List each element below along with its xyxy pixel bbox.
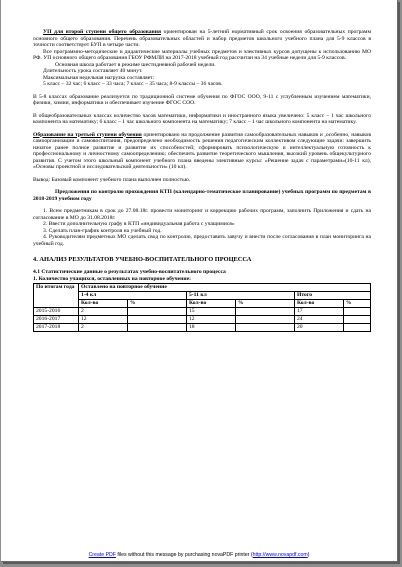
paragraph-load-hours: 5 класс – 32 час; 6 класс – 33 часа; 7 класс – 35 часа; 8-9 классы – 36 часов. (43, 81, 223, 87)
list-item: 4. Руководителям предметных МО сделать свод по контролю, предоставить завучу и внести после согласования в план мониторинга на учебный год. (33, 234, 371, 247)
table-cell: 2 (79, 308, 128, 316)
table-cell (236, 308, 295, 316)
list-item: 3. Сделать план-график контроля на учебный год. (43, 227, 162, 234)
table-header-cell: % (128, 300, 187, 308)
novapdf-url-link[interactable]: http://www.novapdf.com (252, 552, 308, 558)
paragraph-text: ориентирован на 5-летний нормативный срок освоения образовательных программ основного общего образования. Перечень образовательных областей и набор предметов школьного учебного плана для 5-9 классов в точности соответствует БУП в четыре части. (33, 29, 371, 48)
repeat-training-table (33, 283, 371, 332)
table-caption: 1. Количество учащихся, оставленных на повторное обучение: (33, 275, 191, 282)
paragraph-extra-hours: В общеобразовательных классах количество часов математики, информатики и иностранного языка увеличено: 5 класс – 1 час школьного компонента на математику; 6 класс – 1 час школьного компонента на математику; 7 класс – 1 час школьного компонента на математику. (33, 112, 371, 125)
table-row (34, 316, 371, 324)
table-cell: 20 (295, 324, 344, 332)
paragraph-max-load: Максимальная недельная нагрузка составляет: (43, 74, 155, 81)
paragraph-second-stage (33, 29, 371, 49)
paragraph-third-stage (33, 132, 371, 171)
paragraph-programs: Все программно-методические и дидактические материалы учебных предметов и элективных курсов допущены к использованию МО РФ. УП основного общего образования ГБОУ РФМЛИ на 2017-2018 учебный год рассчитан на 34 учебные недели для 5-9 классов. (33, 48, 371, 61)
table-header-cell: Кол-во (187, 300, 236, 308)
table-cell (344, 324, 371, 332)
table-cell: 2016-2017 (34, 316, 79, 324)
heading-second-stage: УП для второй ступени общего образования (43, 29, 161, 35)
table-row (34, 324, 371, 332)
list-item: 2. Ввести дополнительную графу в КТП «индивидуальная работа с учащимися» (43, 221, 235, 227)
table-header-cell: % (344, 300, 371, 308)
table-cell: 17 (295, 308, 344, 316)
pdf-page (1, 0, 398, 562)
paragraph-conclusion: Вывод: Базовый компонент учебного плана выполнен полностью. (33, 176, 191, 183)
list-item: 1. Всем предметникам в срок до 27.08.18г. провести мониторинг и коррекцию рабочих программ, заполнить Приложения и сдать на согласование в МО до 31.08.2018г. (33, 208, 371, 221)
table-header-row (34, 284, 371, 292)
table-cell: 2 (79, 324, 128, 332)
table-cell (128, 308, 187, 316)
paragraph-six-day-week: Основная школа работает в режиме шестидневной рабочей недели. (55, 61, 216, 68)
table-header-cell: Кол-во (295, 300, 344, 308)
table-header-cell: Оставлено на повторное обучение (79, 284, 371, 292)
table-header-cell: Кол-во (79, 300, 128, 308)
table-cell (128, 324, 187, 332)
create-pdf-link[interactable]: Create PDF (88, 552, 116, 558)
table-cell: 12 (187, 316, 236, 324)
table-row (34, 308, 371, 316)
footer-text: files without this message by purchasing novaPDF printer ( (115, 552, 253, 558)
footer-text-end: ) (307, 552, 310, 558)
paragraph-text: ориентировано на продолжение развития самообразовательных навыков и ,особенно, навыков самоорганизации и самовоспитания, предопределено необходимость решения педагогическим коллективом следующие задачи: завершить начатое ранее полное развитие и развитие их способностей; сформировать психологическую и интеллектуальную готовность к профессиональному и личностному самоопределению; обеспечить развитие теоретического мышления, высокий уровень общекультурного развития. С учетом этого школьный компонент учебного плана введены элективные курсы: «Решение задач с параметрами»(10-11 кл), «Основы проектной и исследовательской деятельности» (10 кл). (33, 131, 371, 170)
table-cell: 2015-2016 (34, 308, 79, 316)
table-header-row (34, 300, 371, 308)
table-cell (236, 324, 295, 332)
table-header-cell: % (236, 300, 295, 308)
table-header-cell: По итогам года (34, 284, 79, 308)
table-cell (344, 308, 371, 316)
heading-third-stage: Образование на третьей ступени обучения (33, 131, 142, 138)
table-cell: 18 (187, 324, 236, 332)
paragraph-fgos: В 5-8 классах образование реализуется по традиционной системе обучения по ФГОС ООО, 9-11 с углубленным изучением математики, физики, химии, информатики и обеспечивает изучение ФГОС СОО. (33, 93, 371, 106)
table-cell (236, 316, 295, 324)
table-cell: 12 (79, 316, 128, 324)
subsection-title: 4.1 Статистические данные о результатах учебно-воспитательного процесса (33, 269, 226, 276)
heading-ktp-proposals: Предложения по контролю прохождения КТП (календарно-тематическое планирование) учебных программ по предметам в 2018-2019 учебном году (33, 189, 371, 202)
table-header-row (34, 292, 371, 300)
paragraph-lesson-length: Длительность урока составляет 40 минут. (43, 68, 143, 74)
table-cell: 15 (187, 308, 236, 316)
table-cell (344, 316, 371, 324)
table-cell: 2017-2018 (34, 324, 79, 332)
table-cell: 24 (295, 316, 344, 324)
novapdf-footer (1, 552, 397, 558)
table-header-cell: Итого (295, 292, 371, 300)
table-header-cell: 5-11 кл (187, 292, 295, 300)
table-header-cell: 1-4 кл (79, 292, 187, 300)
document-body (33, 29, 371, 332)
table-cell (128, 316, 187, 324)
section-title: 4. АНАЛИЗ РЕЗУЛЬТАТОВ УЧЕБНО-ВОСПИТАТЕЛЬНОГО ПРОЦЕССА (33, 256, 252, 263)
